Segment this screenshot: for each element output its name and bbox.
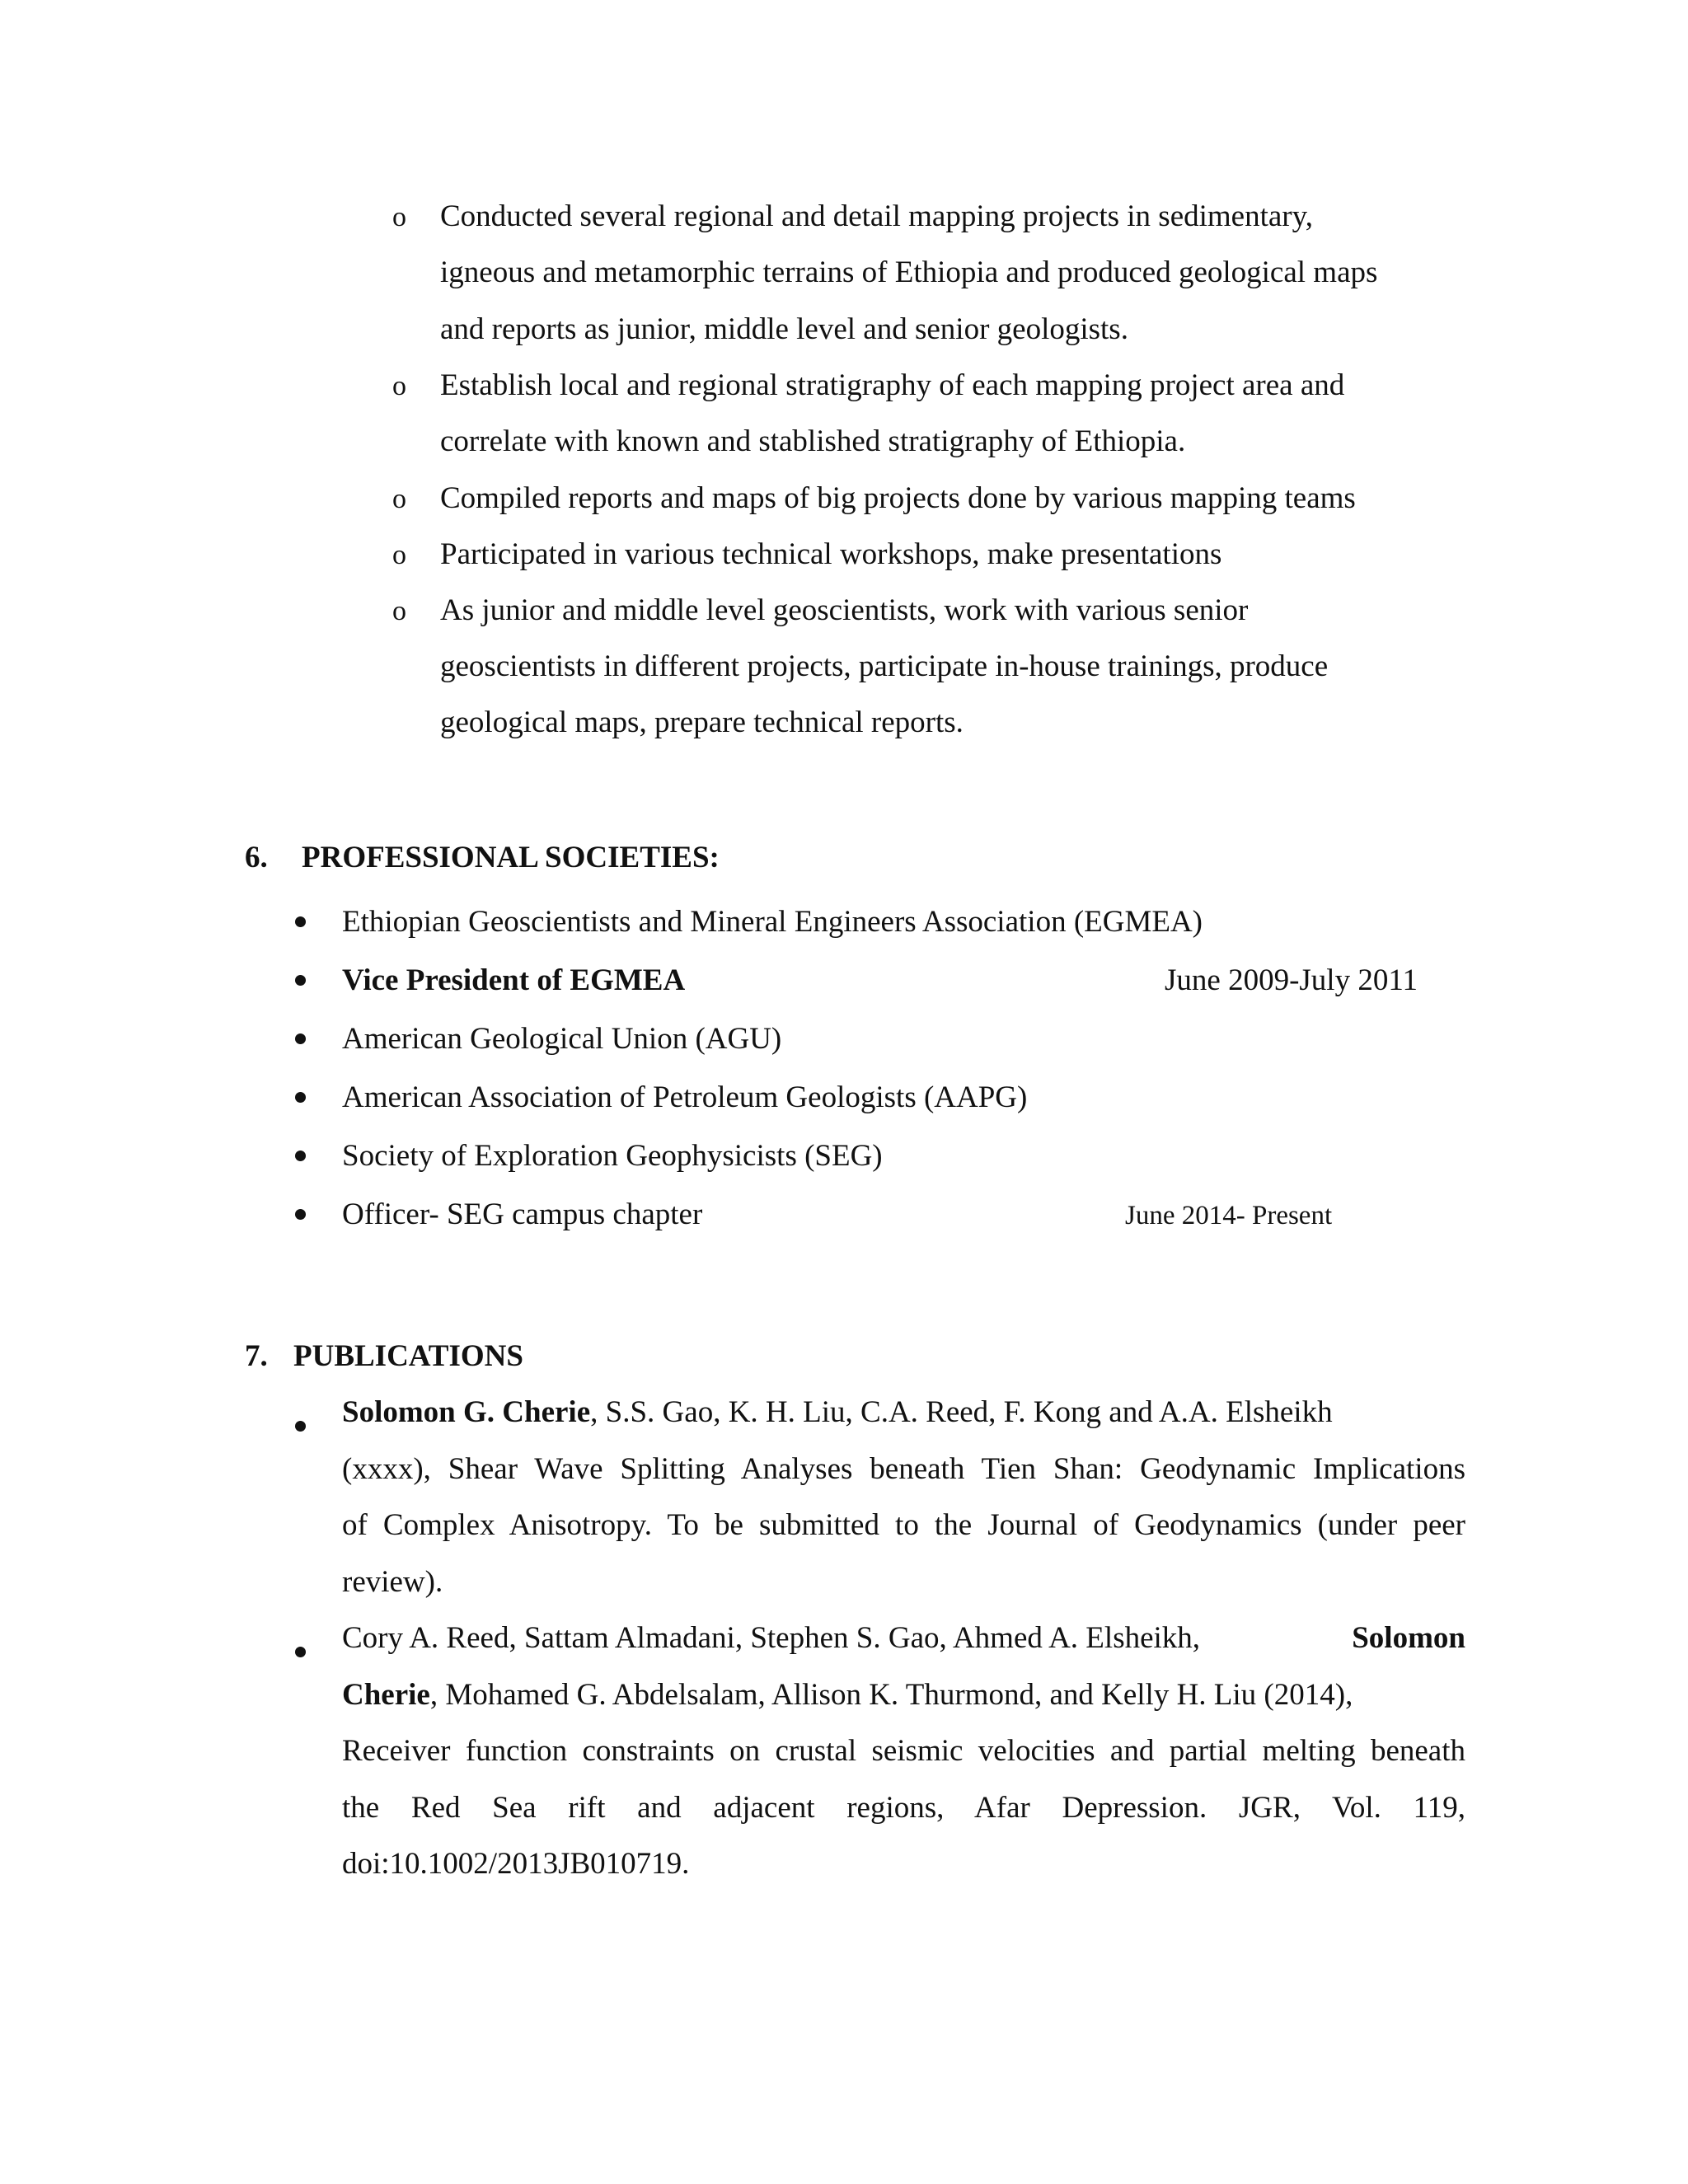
society-item: American Geological Union (AGU) bbox=[342, 1022, 782, 1056]
circle-bullet-icon: o bbox=[392, 202, 406, 232]
bullet-icon bbox=[295, 1033, 306, 1044]
circle-bullet-icon: o bbox=[392, 371, 406, 401]
section-heading: PUBLICATIONS bbox=[293, 1339, 523, 1373]
publication-line: (xxxx), Shear Wave Splitting Analyses beneath Tien Shan: Geodynamic Implications bbox=[342, 1452, 1465, 1486]
bullet-icon bbox=[295, 1209, 306, 1220]
society-date: June 2014- Present bbox=[1125, 1201, 1333, 1230]
experience-line: correlate with known and stablished stratigraphy of Ethiopia. bbox=[440, 424, 1186, 458]
author-highlight: Cherie bbox=[342, 1678, 430, 1712]
experience-line: geological maps, prepare technical reports. bbox=[440, 705, 964, 739]
section-number: 6. bbox=[245, 841, 268, 874]
author-highlight: Solomon G. Cherie bbox=[342, 1395, 591, 1429]
circle-bullet-icon: o bbox=[392, 540, 406, 570]
experience-line: Establish local and regional stratigraphy of each mapping project area and bbox=[440, 368, 1345, 402]
publication-line bbox=[342, 1623, 1465, 1653]
society-item: Society of Exploration Geophysicists (SEG) bbox=[342, 1139, 883, 1173]
publication-text: , Mohamed G. Abdelsalam, Allison K. Thurmond, and Kelly H. Liu (2014), bbox=[429, 1678, 1353, 1712]
experience-line: Conducted several regional and detail mapping projects in sedimentary, bbox=[440, 199, 1313, 233]
section-heading: PROFESSIONAL SOCIETIES: bbox=[302, 841, 720, 874]
bullet-icon bbox=[295, 1647, 306, 1657]
publication-text: , S.S. Gao, K. H. Liu, C.A. Reed, F. Kong and A.A. Elsheikh bbox=[590, 1395, 1333, 1429]
experience-line: geoscientists in different projects, participate in-house trainings, produce bbox=[440, 649, 1329, 683]
bullet-icon bbox=[295, 975, 306, 986]
experience-line: Participated in various technical workshops, make presentations bbox=[440, 537, 1222, 571]
publication-line: of Complex Anisotropy. To be submitted to the Journal of Geodynamics (under peer bbox=[342, 1508, 1465, 1542]
publication-line: doi:10.1002/2013JB010719. bbox=[342, 1847, 690, 1881]
publication-line: review). bbox=[342, 1565, 443, 1599]
publication-line bbox=[342, 1680, 1465, 1710]
circle-bullet-icon: o bbox=[392, 596, 406, 626]
publication-line: Receiver function constraints on crustal seismic velocities and partial melting beneath bbox=[342, 1734, 1465, 1768]
society-date: June 2009-July 2011 bbox=[1165, 963, 1418, 997]
bullet-icon bbox=[295, 1421, 306, 1432]
publication-text: Cory A. Reed, Sattam Almadani, Stephen S. Gao, Ahmed A. Elsheikh, bbox=[342, 1621, 1201, 1655]
society-item: Ethiopian Geoscientists and Mineral Engineers Association (EGMEA) bbox=[342, 905, 1203, 939]
society-item: American Association of Petroleum Geologists (AAPG) bbox=[342, 1080, 1028, 1114]
circle-bullet-icon: o bbox=[392, 484, 406, 514]
author-highlight: Solomon bbox=[1352, 1621, 1465, 1655]
experience-line: As junior and middle level geoscientists, work with various senior bbox=[440, 593, 1249, 627]
publication-line: the Red Sea rift and adjacent regions, Afar Depression. JGR, Vol. 119, bbox=[342, 1791, 1465, 1825]
publication-line bbox=[342, 1397, 1465, 1427]
experience-line: and reports as junior, middle level and senior geologists. bbox=[440, 312, 1128, 346]
experience-line: Compiled reports and maps of big projects done by various mapping teams bbox=[440, 481, 1356, 515]
bullet-icon bbox=[295, 916, 306, 927]
bullet-icon bbox=[295, 1092, 306, 1103]
society-item: Officer- SEG campus chapter bbox=[342, 1197, 703, 1231]
experience-line: igneous and metamorphic terrains of Ethiopia and produced geological maps bbox=[440, 255, 1378, 289]
bullet-icon bbox=[295, 1151, 306, 1161]
section-number: 7. bbox=[245, 1339, 268, 1373]
society-item: Vice President of EGMEA bbox=[342, 963, 686, 997]
